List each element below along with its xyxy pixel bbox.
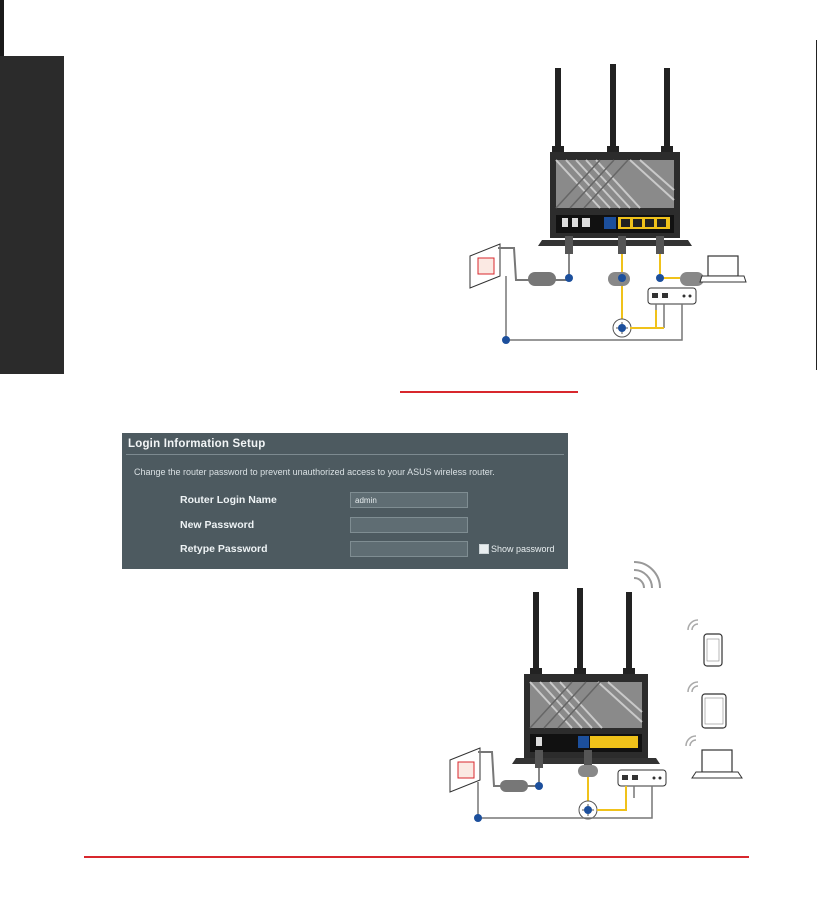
laptop-icon	[700, 256, 746, 282]
router-body	[538, 152, 692, 246]
panel-title-divider	[126, 454, 564, 455]
router-wireless-diagram	[440, 560, 770, 830]
side-section-tab	[0, 56, 64, 374]
smartphone-icon	[688, 620, 722, 666]
show-password-toggle[interactable]	[479, 544, 555, 554]
connection-dots	[502, 274, 664, 344]
router-antennas	[530, 588, 635, 676]
show-password-checkbox[interactable]	[479, 544, 489, 554]
router-login-name-label: Router Login Name	[180, 494, 277, 506]
highlight-link-underline	[400, 391, 578, 393]
router-wired-diagram	[440, 60, 760, 360]
modem-icon	[618, 770, 666, 786]
router-login-name-input[interactable]	[350, 492, 468, 508]
wall-outlet	[470, 244, 500, 288]
login-setup-panel	[122, 433, 568, 569]
panel-title: Login Information Setup	[128, 438, 266, 450]
page-edge-mark	[0, 0, 4, 56]
connection-dots	[474, 782, 592, 822]
retype-password-label: Retype Password	[180, 543, 268, 555]
show-password-label: Show password	[491, 544, 555, 554]
new-password-input[interactable]	[350, 517, 468, 533]
laptop-icon	[686, 736, 742, 778]
panel-description: Change the router password to prevent unauthorized access to your ASUS wireless router.	[134, 467, 495, 477]
retype-password-input[interactable]	[350, 541, 468, 557]
tablet-icon	[688, 682, 726, 728]
wall-outlet	[450, 748, 480, 792]
router-antennas	[552, 64, 673, 154]
modem-icon	[648, 288, 696, 304]
new-password-label: New Password	[180, 519, 255, 531]
wifi-signal-icon	[634, 562, 660, 588]
footer-rule	[84, 856, 749, 858]
